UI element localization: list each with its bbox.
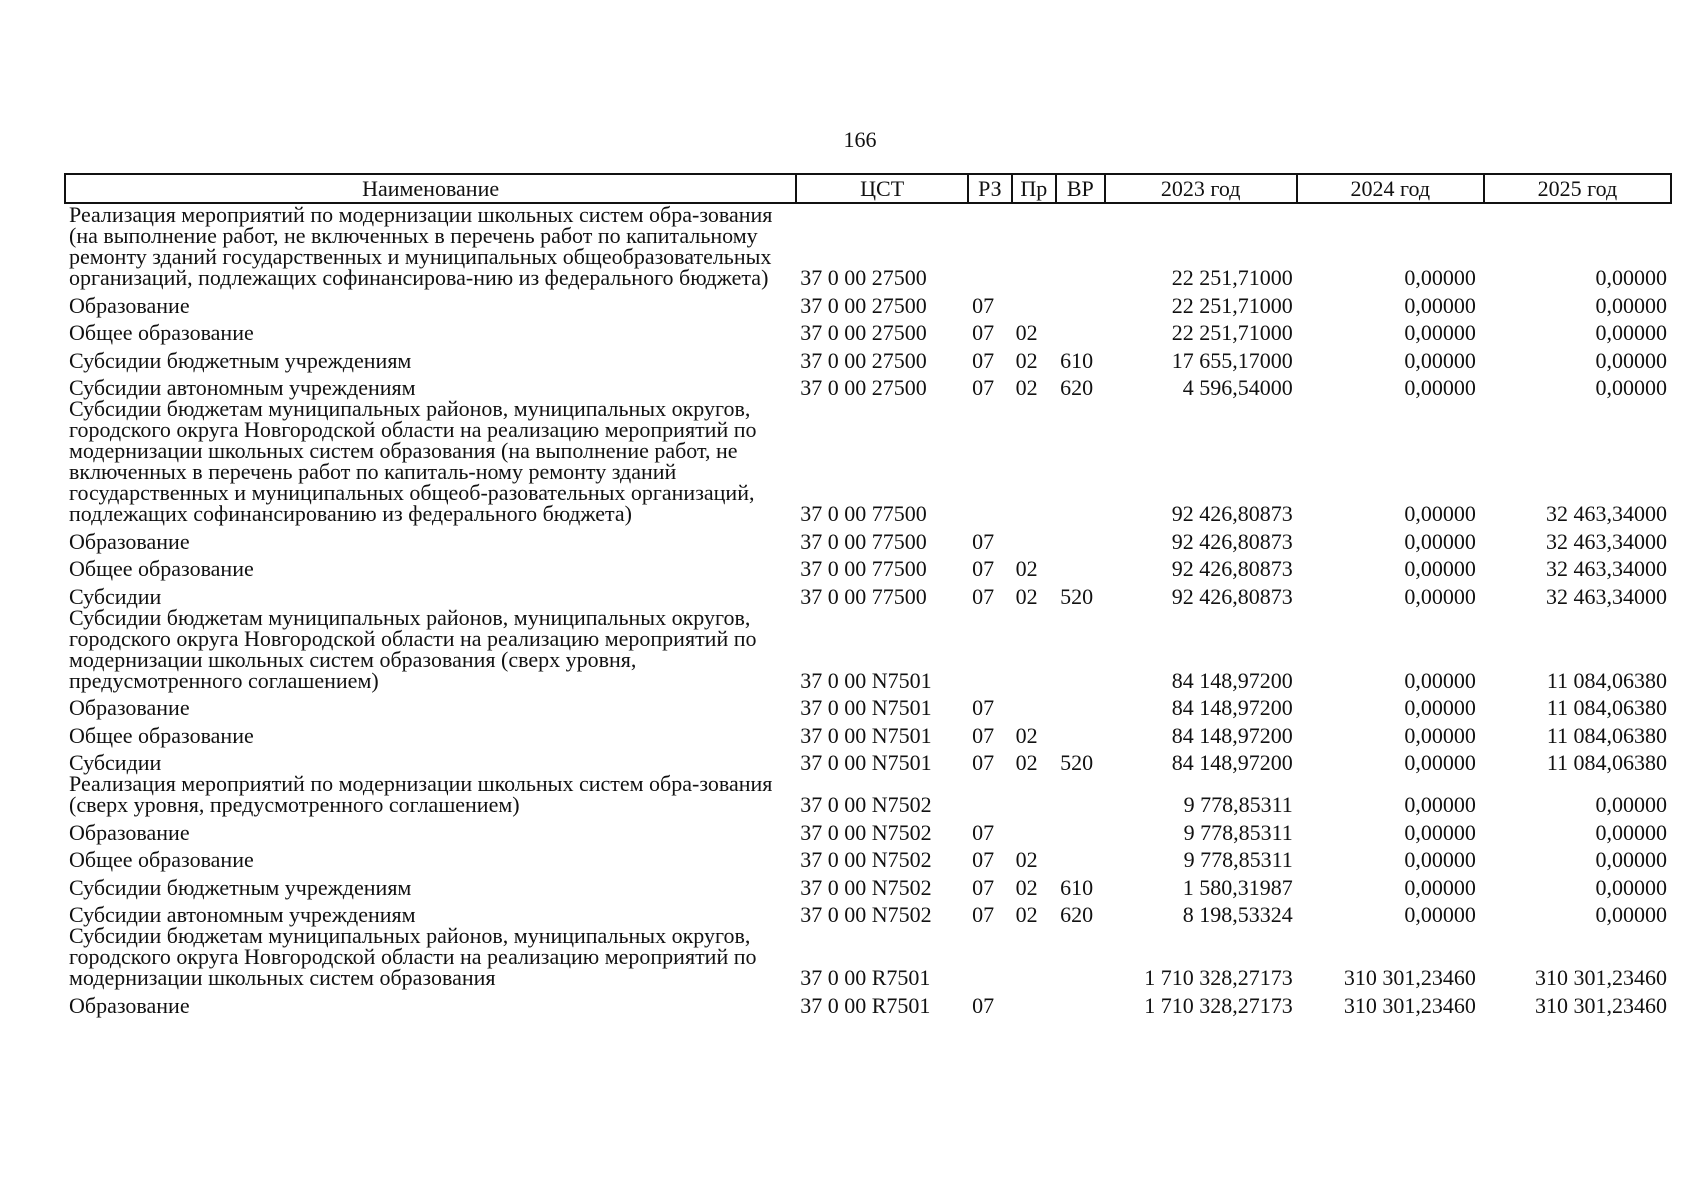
cell-rz (968, 398, 1011, 524)
cell-pr: 02 (1015, 902, 1038, 927)
cell-2023: 84 148,97200 (1171, 750, 1293, 775)
cell-vr (1056, 773, 1105, 815)
cell-pr (1012, 691, 1056, 719)
cell-2024: 0,00000 (1404, 528, 1476, 554)
cell-2024: 0,00000 (1404, 265, 1476, 290)
cell-pr (1012, 288, 1056, 316)
cell-vr (1056, 316, 1105, 344)
cell-2025: 11 084,06380 (1546, 667, 1667, 693)
cell-name: Субсидии (69, 750, 162, 775)
cell-rz (968, 203, 1011, 288)
header-cst: ЦСТ (796, 174, 968, 203)
cell-cst: 37 0 00 N7501 (800, 722, 932, 748)
cell-vr (1056, 288, 1105, 316)
page-number: 166 (843, 127, 877, 152)
cell-2023: 22 251,71000 (1171, 292, 1293, 318)
cell-2024: 0,00000 (1404, 750, 1476, 775)
cell-cst: 37 0 00 R7501 (800, 992, 931, 1018)
cell-cst: 37 0 00 N7502 (800, 902, 932, 927)
cell-pr: 02 (1015, 722, 1038, 748)
cell-vr: 620 (1060, 902, 1094, 927)
cell-pr: 02 (1015, 375, 1038, 400)
cell-2024: 310 301,23460 (1343, 992, 1476, 1018)
cell-pr (1012, 815, 1056, 843)
header-vr: ВР (1056, 174, 1105, 203)
cell-cst: 37 0 00 N7502 (800, 819, 932, 845)
cell-cst: 37 0 00 N7502 (800, 847, 932, 872)
cell-name: Субсидии бюджетным учреждениям (69, 874, 412, 900)
cell-2024: 0,00000 (1404, 667, 1476, 693)
cell-vr (1056, 925, 1105, 988)
cell-name: Субсидии автономным учреждениям (69, 375, 416, 400)
cell-vr (1056, 203, 1105, 288)
cell-rz: 07 (972, 695, 995, 720)
cell-rz: 07 (972, 847, 995, 872)
cell-rz: 07 (972, 347, 995, 373)
cell-2024: 0,00000 (1404, 902, 1476, 927)
cell-vr (1056, 691, 1105, 719)
header-2024: 2024 год (1297, 174, 1484, 203)
table-row (65, 870, 1671, 898)
cell-rz: 07 (972, 556, 995, 581)
cell-vr (1056, 398, 1105, 524)
cell-cst: 37 0 00 77500 (800, 556, 927, 581)
cell-vr: 520 (1060, 750, 1094, 775)
cell-2024: 0,00000 (1404, 556, 1476, 581)
cell-2025: 0,00000 (1595, 874, 1667, 900)
cell-name: Субсидии (69, 583, 162, 609)
cell-vr (1056, 843, 1105, 871)
cell-cst: 37 0 00 27500 (800, 292, 927, 318)
cell-cst: 37 0 00 N7501 (800, 667, 932, 693)
cell-2025: 0,00000 (1595, 847, 1667, 872)
cell-pr (1012, 988, 1056, 1016)
cell-2023: 17 655,17000 (1171, 347, 1293, 373)
cell-2025: 0,00000 (1595, 292, 1667, 318)
cell-rz: 07 (972, 583, 995, 609)
cell-2025: 0,00000 (1595, 819, 1667, 845)
table-row (65, 843, 1671, 871)
cell-2023: 1 710 328,27173 (1144, 992, 1293, 1018)
cell-vr: 520 (1060, 583, 1094, 609)
cell-2023: 4 596,54000 (1182, 375, 1293, 400)
table-row (65, 288, 1671, 316)
cell-2025: 11 084,06380 (1546, 750, 1667, 775)
cell-rz: 07 (972, 992, 995, 1018)
cell-name: Реализация мероприятий по модернизации школьных систем обра-зования (сверх уровня, предусмотренного соглашением) (69, 771, 773, 817)
cell-pr: 02 (1015, 874, 1038, 900)
cell-vr: 620 (1060, 375, 1094, 400)
cell-2024: 0,00000 (1404, 501, 1476, 526)
cell-name: Субсидии бюджетным учреждениям (69, 347, 412, 373)
table-row (65, 316, 1671, 344)
cell-2023: 92 426,80873 (1171, 556, 1293, 581)
budget-table (64, 173, 1672, 1016)
cell-rz: 07 (972, 750, 995, 775)
cell-2023: 9 778,85311 (1183, 792, 1293, 817)
cell-rz: 07 (972, 874, 995, 900)
cell-2023: 84 148,97200 (1171, 722, 1293, 748)
cell-cst: 37 0 00 27500 (800, 375, 927, 400)
cell-2025: 11 084,06380 (1546, 695, 1667, 720)
cell-2025: 0,00000 (1595, 902, 1667, 927)
cell-2024: 0,00000 (1404, 583, 1476, 609)
cell-vr (1056, 524, 1105, 552)
table-row (65, 718, 1671, 746)
cell-2024: 0,00000 (1404, 722, 1476, 748)
header-rz: РЗ (968, 174, 1011, 203)
cell-pr: 02 (1015, 847, 1038, 872)
cell-cst: 37 0 00 R7501 (800, 965, 931, 990)
cell-2023: 84 148,97200 (1171, 695, 1293, 720)
cell-rz: 07 (972, 292, 995, 318)
header-pr: Пр (1012, 174, 1056, 203)
cell-2023: 92 426,80873 (1171, 583, 1293, 609)
table-row (65, 898, 1671, 926)
cell-pr (1012, 925, 1056, 988)
cell-pr: 02 (1015, 583, 1038, 609)
table-row (65, 343, 1671, 371)
cell-rz (968, 773, 1011, 815)
cell-name: Образование (69, 992, 190, 1018)
cell-2024: 0,00000 (1404, 695, 1476, 720)
cell-2024: 0,00000 (1404, 320, 1476, 345)
cell-2025: 32 463,34000 (1546, 583, 1667, 609)
cell-2025: 0,00000 (1595, 265, 1667, 290)
cell-2024: 0,00000 (1404, 375, 1476, 400)
cell-cst: 37 0 00 N7501 (800, 750, 932, 775)
header-2023: 2023 год (1105, 174, 1297, 203)
cell-2025: 32 463,34000 (1546, 528, 1667, 554)
table-row (65, 203, 1671, 288)
cell-name: Субсидии бюджетам муниципальных районов, муниципальных округов, городского округа Новгородской области на реализацию мероприятий по модернизации школьных систем образования (сверх уровня, предусмотренного соглашением) (69, 604, 757, 693)
cell-cst: 37 0 00 27500 (800, 265, 927, 290)
cell-2025: 0,00000 (1595, 347, 1667, 373)
cell-name: Общее образование (69, 556, 254, 581)
cell-2023: 1 580,31987 (1182, 874, 1293, 900)
cell-cst: 37 0 00 N7502 (800, 792, 932, 817)
table-row (65, 815, 1671, 843)
cell-pr (1012, 398, 1056, 524)
table-row (65, 773, 1671, 815)
cell-name: Субсидии автономным учреждениям (69, 902, 416, 927)
cell-pr (1012, 607, 1056, 691)
cell-2024: 0,00000 (1404, 292, 1476, 318)
cell-vr (1056, 988, 1105, 1016)
cell-2023: 9 778,85311 (1183, 819, 1293, 845)
cell-pr (1012, 524, 1056, 552)
cell-cst: 37 0 00 27500 (800, 347, 927, 373)
cell-2023: 8 198,53324 (1182, 902, 1293, 927)
cell-2023: 92 426,80873 (1171, 501, 1293, 526)
cell-cst: 37 0 00 77500 (800, 583, 927, 609)
cell-2024: 0,00000 (1404, 792, 1476, 817)
cell-cst: 37 0 00 27500 (800, 320, 927, 345)
cell-2023: 84 148,97200 (1171, 667, 1293, 693)
table-row (65, 579, 1671, 607)
cell-rz (968, 607, 1011, 691)
cell-2023: 22 251,71000 (1171, 265, 1293, 290)
cell-rz: 07 (972, 320, 995, 345)
cell-name: Образование (69, 528, 190, 554)
cell-rz: 07 (972, 375, 995, 400)
cell-cst: 37 0 00 77500 (800, 501, 927, 526)
cell-2023: 1 710 328,27173 (1144, 965, 1293, 990)
cell-2023: 92 426,80873 (1171, 528, 1293, 554)
cell-pr: 02 (1015, 320, 1038, 345)
cell-2025: 32 463,34000 (1546, 556, 1667, 581)
cell-2024: 0,00000 (1404, 819, 1476, 845)
cell-cst: 37 0 00 77500 (800, 528, 927, 554)
cell-vr (1056, 552, 1105, 580)
table-row (65, 746, 1671, 774)
cell-cst: 37 0 00 N7502 (800, 874, 932, 900)
cell-2024: 0,00000 (1404, 847, 1476, 872)
cell-2023: 22 251,71000 (1171, 320, 1293, 345)
cell-name: Общее образование (69, 320, 254, 345)
cell-pr: 02 (1015, 750, 1038, 775)
header-name: Наименование (65, 174, 796, 203)
cell-2025: 0,00000 (1595, 792, 1667, 817)
cell-vr (1056, 718, 1105, 746)
cell-pr: 02 (1015, 556, 1038, 581)
table-row (65, 524, 1671, 552)
cell-2025: 310 301,23460 (1535, 965, 1667, 990)
cell-rz: 07 (972, 819, 995, 845)
table-body (65, 203, 1671, 1016)
cell-name: Реализация мероприятий по модернизации школьных систем обра-зования (на выполнение работ, не включенных в перечень работ по капитальному ремонту зданий государственных и муниципальных общеобразовательных организаций, подлежащих софинансирова-нию из федерального бюджета) (69, 202, 773, 290)
cell-pr (1012, 203, 1056, 288)
cell-name: Субсидии бюджетам муниципальных районов, муниципальных округов, городского округа Новгородской области на реализацию мероприятий по модернизации школьных систем образования (на выполнение работ, не включенных в перечень работ по капиталь-ному ремонту зданий государственных и муниципальных общеоб-разовательных организаций, подлежащих софинансированию из федерального бюджета) (69, 396, 757, 526)
table-row (65, 371, 1671, 399)
table-row (65, 607, 1671, 691)
cell-name: Общее образование (69, 847, 254, 872)
cell-rz: 07 (972, 722, 995, 748)
cell-2024: 0,00000 (1404, 874, 1476, 900)
table-row (65, 552, 1671, 580)
cell-rz: 07 (972, 902, 995, 927)
cell-pr (1012, 773, 1056, 815)
cell-2025: 11 084,06380 (1546, 722, 1667, 748)
cell-vr: 610 (1060, 874, 1094, 900)
cell-vr: 610 (1060, 347, 1094, 373)
table-row (65, 691, 1671, 719)
cell-vr (1056, 607, 1105, 691)
cell-name: Образование (69, 819, 190, 845)
header-2025: 2025 год (1484, 174, 1671, 203)
cell-2024: 310 301,23460 (1343, 965, 1476, 990)
cell-2024: 0,00000 (1404, 347, 1476, 373)
table-header-row (65, 174, 1671, 203)
cell-name: Образование (69, 292, 190, 318)
cell-rz: 07 (972, 528, 995, 554)
cell-rz (968, 925, 1011, 988)
cell-cst: 37 0 00 N7501 (800, 695, 932, 720)
cell-vr (1056, 815, 1105, 843)
table-row (65, 925, 1671, 988)
cell-2025: 32 463,34000 (1546, 501, 1667, 526)
cell-pr: 02 (1015, 347, 1038, 373)
cell-2023: 9 778,85311 (1183, 847, 1293, 872)
cell-name: Образование (69, 695, 190, 720)
cell-2025: 0,00000 (1595, 320, 1667, 345)
table-row (65, 398, 1671, 524)
cell-2025: 310 301,23460 (1535, 992, 1667, 1018)
cell-name: Субсидии бюджетам муниципальных районов, муниципальных округов, городского округа Новгородской области на реализацию мероприятий по модернизации школьных систем образования (69, 923, 757, 990)
cell-2025: 0,00000 (1595, 375, 1667, 400)
table-row (65, 988, 1671, 1016)
cell-name: Общее образование (69, 722, 254, 748)
